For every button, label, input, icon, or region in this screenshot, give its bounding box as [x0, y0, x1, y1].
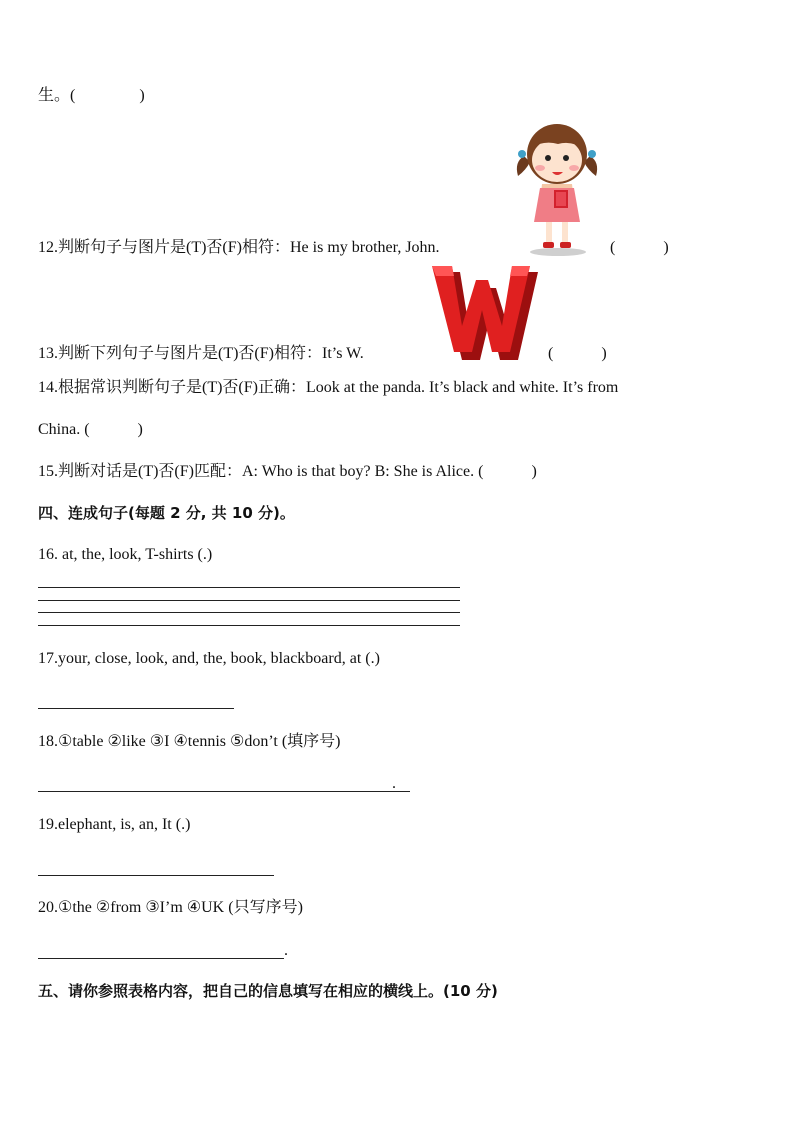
question-18: 18.①table ②like ③I ④tennis ⑤don’t (填序号)	[38, 733, 341, 750]
question-12-answer-paren[interactable]: ( )	[610, 239, 669, 256]
question-20-period: .	[284, 942, 288, 959]
question-16-answer-line-1[interactable]	[38, 587, 460, 588]
question-12-text: 12.判断句子与图片是(T)否(F)相符：He is my brother, John.	[38, 239, 440, 256]
question-16-answer-line-2[interactable]	[38, 600, 460, 601]
letter-w-icon	[426, 260, 542, 364]
question-16: 16. at, the, look, T-shirts (.)	[38, 546, 213, 563]
girl-illustration-icon	[510, 118, 602, 258]
section-4-heading: 四、连成句子(每题 2 分, 共 10 分)。	[38, 504, 295, 522]
question-20: 20.①the ②from ③I’m ④UK (只写序号)	[38, 899, 303, 916]
question-19: 19.elephant, is, an, It (.)	[38, 816, 191, 833]
question-12	[38, 238, 440, 258]
question-13	[38, 344, 364, 364]
section-5-heading: 五、请你参照表格内容，把自己的信息填写在相应的横线上。(10 分)	[38, 982, 498, 1000]
question-13-text: 13.判断下列句子与图片是(T)否(F)相符：It’s W.	[38, 345, 364, 362]
question-14-line-2[interactable]: China. ( )	[38, 421, 143, 438]
question-16-answer-line-3[interactable]	[38, 612, 460, 613]
question-13-answer-paren[interactable]: ( )	[548, 345, 607, 362]
question-17: 17.your, close, look, and, the, book, blackboard, at (.)	[38, 650, 380, 667]
continued-line: 生。( )	[38, 87, 145, 104]
question-14-line-1: 14.根据常识判断句子是(T)否(F)正确：Look at the panda. It’s black and white. It’s from	[38, 379, 619, 396]
question-16-answer-line-4[interactable]	[38, 625, 460, 626]
question-15[interactable]: 15.判断对话是(T)否(F)匹配：A: Who is that boy? B: She is Alice. ( )	[38, 463, 537, 480]
question-18-answer-line[interactable]	[38, 791, 410, 792]
question-18-period: .	[392, 775, 396, 792]
question-19-answer-line[interactable]	[38, 875, 274, 876]
question-17-answer-line[interactable]	[38, 708, 234, 709]
question-20-answer-line[interactable]	[38, 958, 284, 959]
